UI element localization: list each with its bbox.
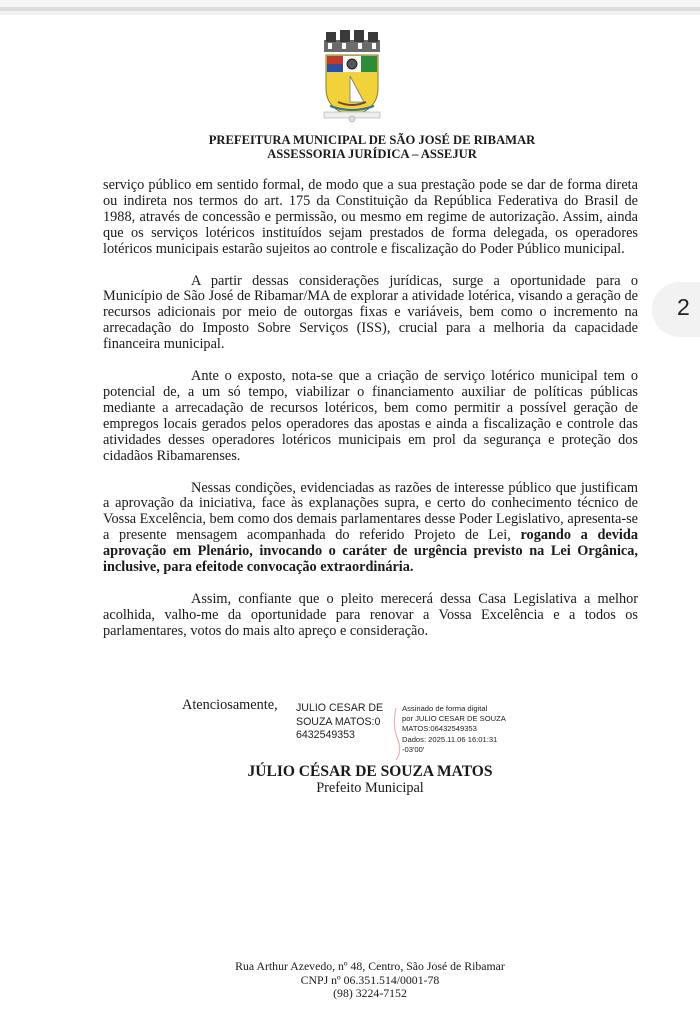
footer-cnpj: CNPJ nº 06.351.514/0001-78 bbox=[300, 972, 440, 987]
document-header bbox=[0, 133, 700, 161]
closing-salutation: Atenciosamente, bbox=[182, 697, 278, 713]
document-body bbox=[103, 178, 638, 656]
crown-icon bbox=[324, 30, 380, 52]
paragraph-4-bold-text: rogando a devida aprovação em Plenário, invocando o caráter de urgência previsto na Lei Orgânica, inclusive, para efeitode convocação extraordinária. bbox=[103, 527, 638, 576]
document-footer bbox=[0, 960, 700, 1001]
footer-address: Rua Arthur Azevedo, nº 48, Centro, São José de Ribamar bbox=[235, 959, 505, 973]
signer-role: Prefeito Municipal bbox=[316, 780, 424, 796]
page-number: 2 bbox=[677, 294, 690, 320]
viewer-top-bar bbox=[0, 0, 700, 7]
paragraph-1: serviço público em sentido formal, de modo que a sua prestação pode se dar de forma direta ou indireta nos termos do art. 175 da Constituição da República Federativa do Brasil de 1988, através de concessão e permissão, ou mesmo em regime de autorização. Assim, ainda que os serviços lotéricos instituídos sejam prestados de forma delegada, os operadores lotéricos municipais estarão sujeitos ao controle e fiscalização do Poder Público municipal. bbox=[103, 177, 638, 257]
digital-signature-name: JULIO CESAR DE SOUZA MATOS:06432549353 bbox=[296, 702, 384, 742]
signature-detail-line: Assinado de forma digital bbox=[402, 704, 488, 713]
paragraph-4-text: Nessas condições, evidenciadas as razões de interesse público que justificam a aprovação da iniciativa, face às explanações supra, e certo do conhecimento técnico de Vossa Excelência, bem como dos demais parlamentares desse Poder Legislativo, apresenta-se a presente mensagem acompanhada do referido Projeto de Lei, bbox=[103, 479, 638, 544]
signature-detail-line: por JULIO CESAR DE SOUZA bbox=[402, 714, 506, 724]
digital-signature-details bbox=[402, 704, 522, 755]
coat-of-arms-icon bbox=[320, 28, 384, 123]
paragraph-5: Assim, confiante que o pleito merecerá dessa Casa Legislativa a melhor acolhida, valho-me da oportunidade para renovar a Vossa Excelência e a todos os parlamentares, votos do mais alto apreço e consideração. bbox=[103, 590, 638, 639]
viewer-divider-shadow bbox=[0, 11, 700, 15]
signer-name: JÚLIO CÉSAR DE SOUZA MATOS bbox=[247, 763, 493, 780]
header-department: ASSESSORIA JURÍDICA – ASSEJUR bbox=[267, 147, 477, 161]
paragraph-4 bbox=[103, 481, 638, 576]
signature-detail-line: Dados: 2025.11.06 16:01:31 bbox=[402, 734, 498, 744]
header-institution: PREFEITURA MUNICIPAL DE SÃO JOSÉ DE RIBAMAR bbox=[208, 133, 536, 147]
footer-phone: (98) 3224-7152 bbox=[333, 986, 407, 1001]
signature-detail-line: -03'00' bbox=[402, 744, 425, 754]
paragraph-2: A partir dessas considerações jurídicas, surge a oportunidade para o Município de São José de Ribamar/MA de explorar a atividade lotérica, visando a geração de recursos adicionais por meio de outorgas fixas e variáveis, bem como o incremento na arrecadação do Imposto Sobre Serviços (ISS), crucial para a melhoria da capacidade financeira municipal. bbox=[103, 272, 638, 353]
paragraph-3: Ante o exposto, nota-se que a criação de serviço lotérico municipal tem o potencial de, a um só tempo, viabilizar o financiamento auxiliar de políticas públicas mediante a arrecadação de recursos lotéricos, bem como permitir a possível geração de empregos locais gerados pelos operadores das apostas e ainda a fiscalização e controle das atividades desses operadores lotéricos municipais em prol da segurança e proteção dos cidadãos Ribamarenses. bbox=[103, 368, 638, 464]
page-number-badge[interactable] bbox=[652, 282, 700, 337]
signature-detail-line: MATOS:06432549353 bbox=[402, 724, 477, 734]
